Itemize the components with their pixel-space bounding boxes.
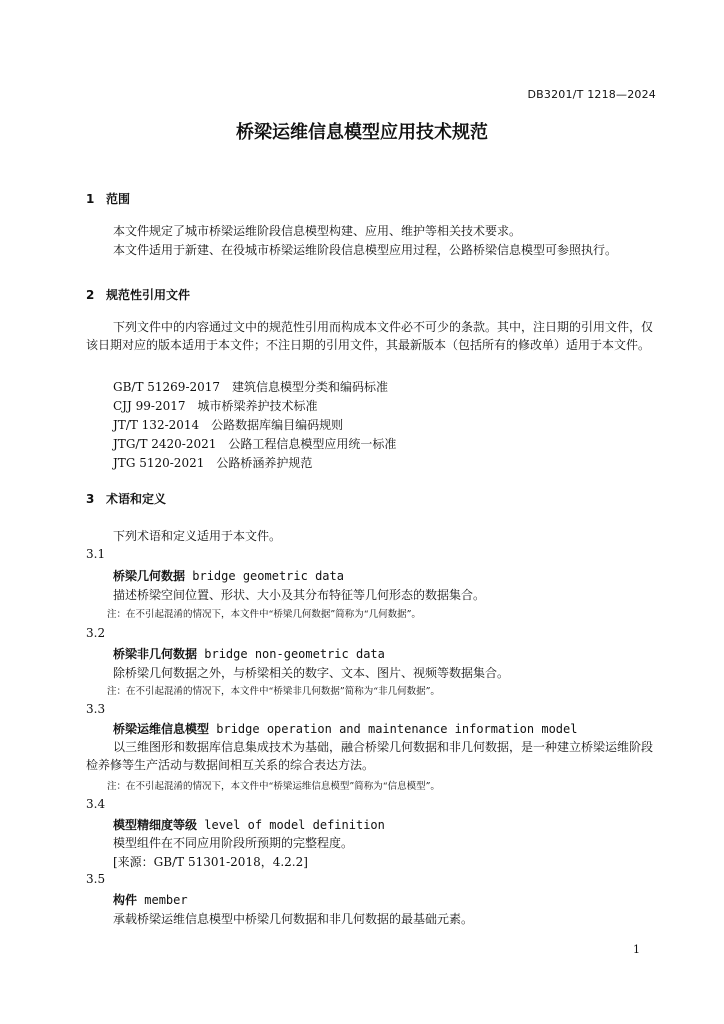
term-name-zh: 模型精细度等级 bbox=[113, 818, 198, 832]
term-name bbox=[113, 645, 385, 662]
term-name bbox=[113, 567, 344, 584]
section-number: 2 bbox=[86, 288, 95, 302]
term-name-en: member bbox=[144, 893, 188, 907]
term-name bbox=[113, 891, 188, 908]
term-name-en: level of model definition bbox=[204, 818, 385, 832]
normative-references-intro: 下列文件中的内容通过文中的规范性引用而构成本文件必不可少的条款。其中，注日期的引用文件，仅该日期对应的版本适用于本文件；不注日期的引用文件，其最新版本（包括所有的修改单）适用于本文件。 bbox=[86, 320, 654, 352]
scope-paragraph-2: 本文件适用于新建、在役城市桥梁运维阶段信息模型应用过程，公路桥梁信息模型可参照执行。 bbox=[113, 243, 618, 257]
section-3-heading bbox=[86, 490, 166, 507]
reference-item: JT/T 132-2014 公路数据库编目编码规则 bbox=[113, 418, 344, 432]
term-name-zh: 构件 bbox=[113, 893, 138, 907]
term-note: 注：在不引起混淆的情况下，本文件中“桥梁非几何数据”简称为“非几何数据”。 bbox=[107, 686, 440, 697]
reference-item: CJJ 99-2017 城市桥梁养护技术标准 bbox=[113, 399, 318, 413]
scope-paragraph-1: 本文件规定了城市桥梁运维阶段信息模型构建、应用、维护等相关技术要求。 bbox=[113, 224, 522, 238]
term-name-zh: 桥梁几何数据 bbox=[113, 569, 186, 583]
section-number: 3 bbox=[86, 492, 95, 506]
section-2-heading bbox=[86, 286, 190, 303]
term-definition: 模型组件在不同应用阶段所预期的完整程度。 bbox=[113, 836, 354, 850]
term-number: 3.5 bbox=[86, 872, 106, 886]
term-definition: 承载桥梁运维信息模型中桥梁几何数据和非几何数据的最基础元素。 bbox=[113, 912, 474, 926]
term-name-en: bridge operation and maintenance information model bbox=[216, 722, 578, 736]
term-name-zh: 桥梁非几何数据 bbox=[113, 647, 198, 661]
term-name bbox=[113, 816, 385, 833]
term-name-zh: 桥梁运维信息模型 bbox=[113, 722, 210, 736]
section-number: 1 bbox=[86, 192, 95, 206]
term-number: 3.4 bbox=[86, 797, 106, 811]
reference-item: JTG/T 2420-2021 公路工程信息模型应用统一标准 bbox=[113, 437, 397, 451]
term-number: 3.2 bbox=[86, 626, 106, 640]
term-source: [来源：GB/T 51301-2018，4.2.2] bbox=[113, 855, 308, 869]
term-definition: 描述桥梁空间位置、形状、大小及其分布特征等几何形态的数据集合。 bbox=[113, 588, 486, 602]
term-name-en: bridge geometric data bbox=[192, 569, 344, 583]
term-note: 注：在不引起混淆的情况下，本文件中“桥梁运维信息模型”简称为“信息模型”。 bbox=[107, 781, 440, 792]
term-name-en: bridge non-geometric data bbox=[204, 647, 385, 661]
term-note: 注：在不引起混淆的情况下，本文件中“桥梁几何数据”简称为“几何数据”。 bbox=[107, 609, 421, 620]
term-definition: 以三维图形和数据库信息集成技术为基础，融合桥梁几何数据和非几何数据，是一种建立桥梁运维阶段检养修等生产活动与数据间相互关系的综合表达方法。 bbox=[86, 740, 654, 772]
page-number: 1 bbox=[633, 943, 640, 956]
term-name bbox=[113, 720, 577, 737]
term-number: 3.1 bbox=[86, 547, 106, 561]
document-title: 桥梁运维信息模型应用技术规范 bbox=[236, 122, 488, 143]
reference-item: GB/T 51269-2017 建筑信息模型分类和编码标准 bbox=[113, 380, 389, 394]
section-title: 范围 bbox=[106, 192, 131, 206]
section-1-heading bbox=[86, 190, 130, 207]
section-title: 规范性引用文件 bbox=[106, 288, 191, 302]
reference-item: JTG 5120-2021 公路桥涵养护规范 bbox=[113, 456, 313, 470]
section-title: 术语和定义 bbox=[106, 492, 167, 506]
terms-intro: 下列术语和定义适用于本文件。 bbox=[113, 529, 282, 543]
document-id: DB3201/T 1218—2024 bbox=[527, 88, 656, 101]
term-number: 3.3 bbox=[86, 702, 106, 716]
term-definition: 除桥梁几何数据之外，与桥梁相关的数字、文本、图片、视频等数据集合。 bbox=[113, 666, 510, 680]
